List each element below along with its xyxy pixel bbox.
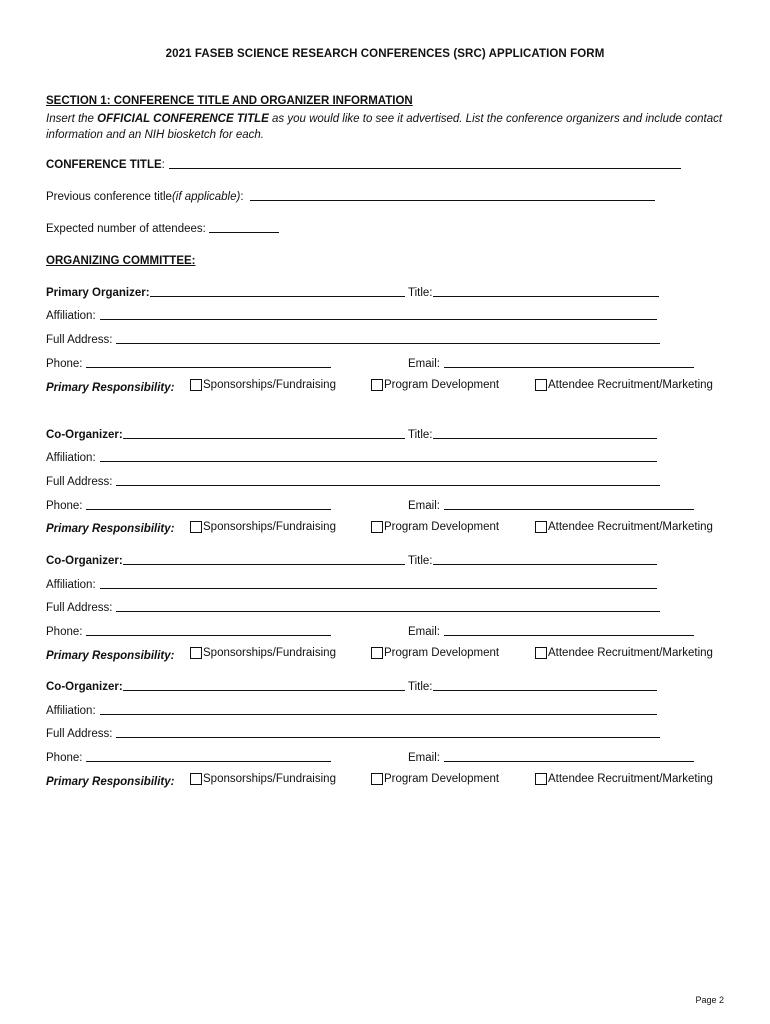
co-3-title-label: Title:	[408, 681, 433, 693]
primary-address-label: Full Address:	[46, 334, 113, 346]
attendees-field[interactable]	[209, 232, 279, 233]
option-label: Sponsorships/Fundraising	[203, 379, 336, 391]
option-label: Attendee Recruitment/Marketing	[548, 379, 713, 391]
co-3-address-label: Full Address:	[46, 728, 113, 740]
checkbox-box[interactable]	[371, 773, 383, 785]
co-2-affiliation-row	[46, 575, 657, 591]
co-1-email-field[interactable]	[444, 509, 694, 510]
co-1-address-row	[46, 472, 660, 488]
conference-title-label: CONFERENCE TITLE	[46, 159, 162, 171]
option-label: Attendee Recruitment/Marketing	[548, 647, 713, 659]
option-label: Program Development	[384, 773, 500, 785]
co-3-program-checkbox[interactable]	[371, 773, 499, 785]
primary-address-row	[46, 330, 660, 346]
co-3-phone-label: Phone:	[46, 752, 83, 764]
co-3-recruitment-checkbox[interactable]	[535, 773, 713, 785]
co-2-phone-row	[46, 622, 331, 638]
checkbox-box[interactable]	[190, 521, 202, 533]
co-3-title-row	[408, 677, 657, 693]
co-1-phone-field[interactable]	[86, 509, 331, 510]
co-organizer-3-field[interactable]	[123, 690, 405, 691]
option-label: Sponsorships/Fundraising	[203, 773, 336, 785]
co-1-affiliation-row	[46, 448, 657, 464]
co-1-address-label: Full Address:	[46, 476, 113, 488]
option-label: Sponsorships/Fundraising	[203, 521, 336, 533]
primary-organizer-label: Primary Organizer:	[46, 287, 150, 299]
co-1-responsibility-label: Primary Responsibility:	[46, 523, 175, 535]
co-1-address-field[interactable]	[116, 485, 660, 486]
conference-title-field[interactable]	[169, 168, 681, 169]
co-3-affiliation-field[interactable]	[100, 714, 657, 715]
co-2-affiliation-label: Affiliation:	[46, 579, 96, 591]
co-1-program-checkbox[interactable]	[371, 521, 499, 533]
page-number: Page 2	[695, 995, 724, 1005]
co-2-address-field[interactable]	[116, 611, 660, 612]
primary-affiliation-row	[46, 306, 657, 322]
section-instructions	[46, 111, 726, 143]
checkbox-box[interactable]	[190, 647, 202, 659]
conference-title-colon: :	[161, 159, 165, 171]
co-organizer-2-row	[46, 551, 405, 567]
co-2-email-field[interactable]	[444, 635, 694, 636]
primary-email-field[interactable]	[444, 367, 694, 368]
checkbox-box[interactable]	[371, 647, 383, 659]
checkbox-box[interactable]	[371, 379, 383, 391]
co-1-email-row	[408, 496, 694, 512]
co-3-address-row	[46, 724, 660, 740]
co-organizer-3-label: Co-Organizer:	[46, 681, 123, 693]
co-2-phone-label: Phone:	[46, 626, 83, 638]
attendees-label: Expected number of attendees:	[46, 223, 206, 235]
instructions-text-start: Insert the	[46, 113, 98, 125]
co-2-title-label: Title:	[408, 555, 433, 567]
checkbox-box[interactable]	[535, 379, 547, 391]
primary-organizer-field[interactable]	[150, 296, 405, 297]
attendees-row	[46, 219, 279, 235]
co-1-title-label: Title:	[408, 429, 433, 441]
co-3-address-field[interactable]	[116, 737, 660, 738]
primary-email-row	[408, 354, 694, 370]
co-2-program-checkbox[interactable]	[371, 647, 499, 659]
co-2-title-field[interactable]	[433, 564, 657, 565]
co-2-sponsorships-checkbox[interactable]	[190, 647, 336, 659]
co-organizer-2-field[interactable]	[123, 564, 405, 565]
primary-organizer-row	[46, 283, 405, 299]
primary-address-field[interactable]	[116, 343, 660, 344]
checkbox-box[interactable]	[190, 773, 202, 785]
co-2-title-row	[408, 551, 657, 567]
co-1-title-row	[408, 425, 657, 441]
option-label: Sponsorships/Fundraising	[203, 647, 336, 659]
co-3-title-field[interactable]	[433, 690, 657, 691]
co-1-recruitment-checkbox[interactable]	[535, 521, 713, 533]
co-3-responsibility-label: Primary Responsibility:	[46, 776, 175, 788]
co-3-email-row	[408, 748, 694, 764]
primary-affiliation-field[interactable]	[100, 319, 657, 320]
co-2-responsibility-label: Primary Responsibility:	[46, 650, 175, 662]
primary-affiliation-label: Affiliation:	[46, 310, 96, 322]
co-organizer-1-row	[46, 425, 405, 441]
co-organizer-3-row	[46, 677, 405, 693]
primary-responsibility-label: Primary Responsibility:	[46, 382, 175, 394]
primary-sponsorships-checkbox[interactable]	[190, 379, 336, 391]
co-3-phone-field[interactable]	[86, 761, 331, 762]
co-3-sponsorships-checkbox[interactable]	[190, 773, 336, 785]
previous-title-row	[46, 187, 655, 203]
instructions-text-end: as you would like to see it advertised. List the conference organizers and include contact information and an NIH biosketch for each.	[46, 113, 723, 141]
previous-title-field[interactable]	[250, 200, 655, 201]
form-title: 2021 FASEB SCIENCE RESEARCH CONFERENCES (SRC) APPLICATION FORM	[165, 48, 605, 60]
co-2-address-label: Full Address:	[46, 602, 113, 614]
instructions-emphasis: OFFICIAL CONFERENCE TITLE	[97, 113, 269, 125]
option-label: Program Development	[384, 521, 500, 533]
co-2-affiliation-field[interactable]	[100, 588, 657, 589]
primary-email-label: Email:	[408, 358, 440, 370]
previous-title-label: Previous conference title	[46, 191, 172, 203]
option-label: Attendee Recruitment/Marketing	[548, 773, 713, 785]
primary-phone-label: Phone:	[46, 358, 83, 370]
section-heading: SECTION 1: CONFERENCE TITLE AND ORGANIZER INFORMATION	[46, 95, 413, 107]
checkbox-box[interactable]	[535, 647, 547, 659]
option-label: Attendee Recruitment/Marketing	[548, 521, 713, 533]
checkbox-box[interactable]	[371, 521, 383, 533]
co-1-email-label: Email:	[408, 500, 440, 512]
primary-phone-row	[46, 354, 331, 370]
co-1-sponsorships-checkbox[interactable]	[190, 521, 336, 533]
co-3-email-field[interactable]	[444, 761, 694, 762]
co-3-email-label: Email:	[408, 752, 440, 764]
primary-title-label: Title:	[408, 287, 433, 299]
co-2-recruitment-checkbox[interactable]	[535, 647, 713, 659]
checkbox-box[interactable]	[535, 521, 547, 533]
co-organizer-1-field[interactable]	[123, 438, 405, 439]
co-1-phone-row	[46, 496, 331, 512]
previous-title-colon: :	[240, 191, 244, 203]
primary-title-field[interactable]	[433, 296, 659, 297]
conference-title-row	[46, 155, 681, 171]
option-label: Program Development	[384, 647, 500, 659]
previous-title-qualifier: (if applicable)	[171, 191, 241, 203]
primary-recruitment-checkbox[interactable]	[535, 379, 713, 391]
committee-heading: ORGANIZING COMMITTEE:	[46, 255, 196, 267]
checkbox-box[interactable]	[535, 773, 547, 785]
co-2-email-label: Email:	[408, 626, 440, 638]
co-2-email-row	[408, 622, 694, 638]
co-1-affiliation-label: Affiliation:	[46, 452, 96, 464]
co-2-address-row	[46, 598, 660, 614]
co-3-affiliation-row	[46, 701, 657, 717]
checkbox-box[interactable]	[190, 379, 202, 391]
primary-phone-field[interactable]	[86, 367, 331, 368]
co-1-phone-label: Phone:	[46, 500, 83, 512]
co-organizer-2-label: Co-Organizer:	[46, 555, 123, 567]
co-3-affiliation-label: Affiliation:	[46, 705, 96, 717]
co-organizer-1-label: Co-Organizer:	[46, 429, 123, 441]
primary-program-checkbox[interactable]	[371, 379, 499, 391]
primary-title-row	[408, 283, 659, 299]
co-3-phone-row	[46, 748, 331, 764]
co-1-affiliation-field[interactable]	[100, 461, 657, 462]
co-1-title-field[interactable]	[433, 438, 657, 439]
option-label: Program Development	[384, 379, 500, 391]
co-2-phone-field[interactable]	[86, 635, 331, 636]
